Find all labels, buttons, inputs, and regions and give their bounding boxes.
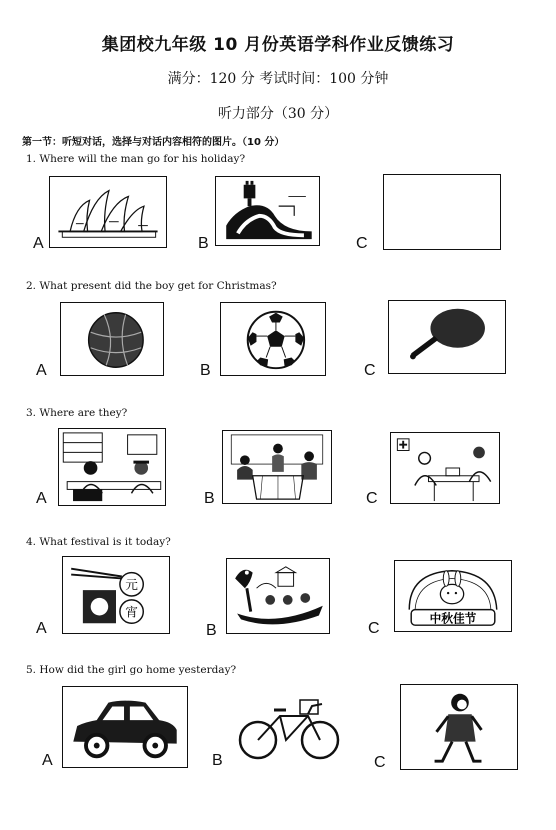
basketball-icon: [61, 303, 163, 375]
q1-option-b-image[interactable]: [215, 176, 320, 246]
section-heading: 听力部分（30 分）: [217, 106, 339, 122]
q3-option-b-label: B: [204, 490, 215, 507]
question-2-text: 2. What present did the boy get for Christmas?: [26, 280, 277, 292]
page-title: 集团校九年级 10 月份英语学科作业反馈练习: [101, 35, 455, 55]
q3-option-b-image[interactable]: [222, 430, 332, 504]
q1-option-c-image[interactable]: [383, 174, 501, 250]
q1-option-b-label: B: [198, 235, 209, 252]
q4-option-b-label: B: [206, 622, 217, 639]
instruction-line: 第一节：听短对话，选择与对话内容相符的图片。（10 分）: [22, 137, 285, 148]
car-icon: [63, 687, 187, 767]
bicycle-icon: [230, 686, 348, 768]
q3-option-c-label: C: [366, 490, 378, 507]
q5-option-b-label: B: [212, 752, 223, 769]
question-3-text: 3. Where are they?: [26, 407, 128, 419]
q3-option-a-image[interactable]: [58, 428, 166, 506]
xiao-character: 宵: [125, 604, 138, 620]
q2-option-c-label: C: [364, 362, 376, 379]
restaurant-table-icon: [223, 431, 331, 503]
dragon-boat-icon: [227, 559, 329, 633]
q4-option-b-image[interactable]: [226, 558, 330, 634]
q5-option-b-image[interactable]: [230, 686, 348, 768]
opera-house-icon: [50, 177, 166, 247]
q1-option-a-label: A: [33, 235, 44, 252]
question-4-text: 4. What festival is it today?: [26, 536, 171, 548]
great-wall-icon: [216, 177, 319, 245]
q2-option-a-label: A: [36, 362, 47, 379]
walking-girl-icon: [401, 685, 517, 769]
q2-option-c-image[interactable]: [388, 300, 506, 374]
shop-counter-icon: [59, 429, 165, 505]
ping-pong-paddle-icon: [389, 301, 505, 373]
q2-option-b-label: B: [200, 362, 211, 379]
q4-option-c-image[interactable]: [394, 560, 512, 632]
mid-autumn-rabbit-icon: [395, 561, 511, 631]
question-5-text: 5. How did the girl go home yesterday?: [26, 664, 237, 676]
q3-option-a-label: A: [36, 490, 47, 507]
q4-option-c-label: C: [368, 620, 380, 637]
lantern-festival-icon: [63, 557, 169, 633]
yuan-character: 元: [125, 577, 138, 593]
q4-option-a-image[interactable]: [62, 556, 170, 634]
hospital-doctor-icon: [391, 433, 499, 503]
mid-autumn-caption: 中秋佳节: [429, 611, 477, 626]
q1-option-a-image[interactable]: [49, 176, 167, 248]
q3-option-c-image[interactable]: [390, 432, 500, 504]
question-1-text: 1. Where will the man go for his holiday?: [26, 153, 246, 165]
q5-option-a-image[interactable]: [62, 686, 188, 768]
q2-option-b-image[interactable]: [220, 302, 326, 376]
soccer-ball-icon: [221, 303, 325, 375]
q5-option-c-image[interactable]: [400, 684, 518, 770]
q5-option-c-label: C: [374, 754, 386, 771]
score-time-line: 满分：120 分 考试时间：100 分钟: [167, 71, 389, 87]
q2-option-a-image[interactable]: [60, 302, 164, 376]
q1-option-c-label: C: [356, 235, 368, 252]
q4-option-a-label: A: [36, 620, 47, 637]
q5-option-a-label: A: [42, 752, 53, 769]
